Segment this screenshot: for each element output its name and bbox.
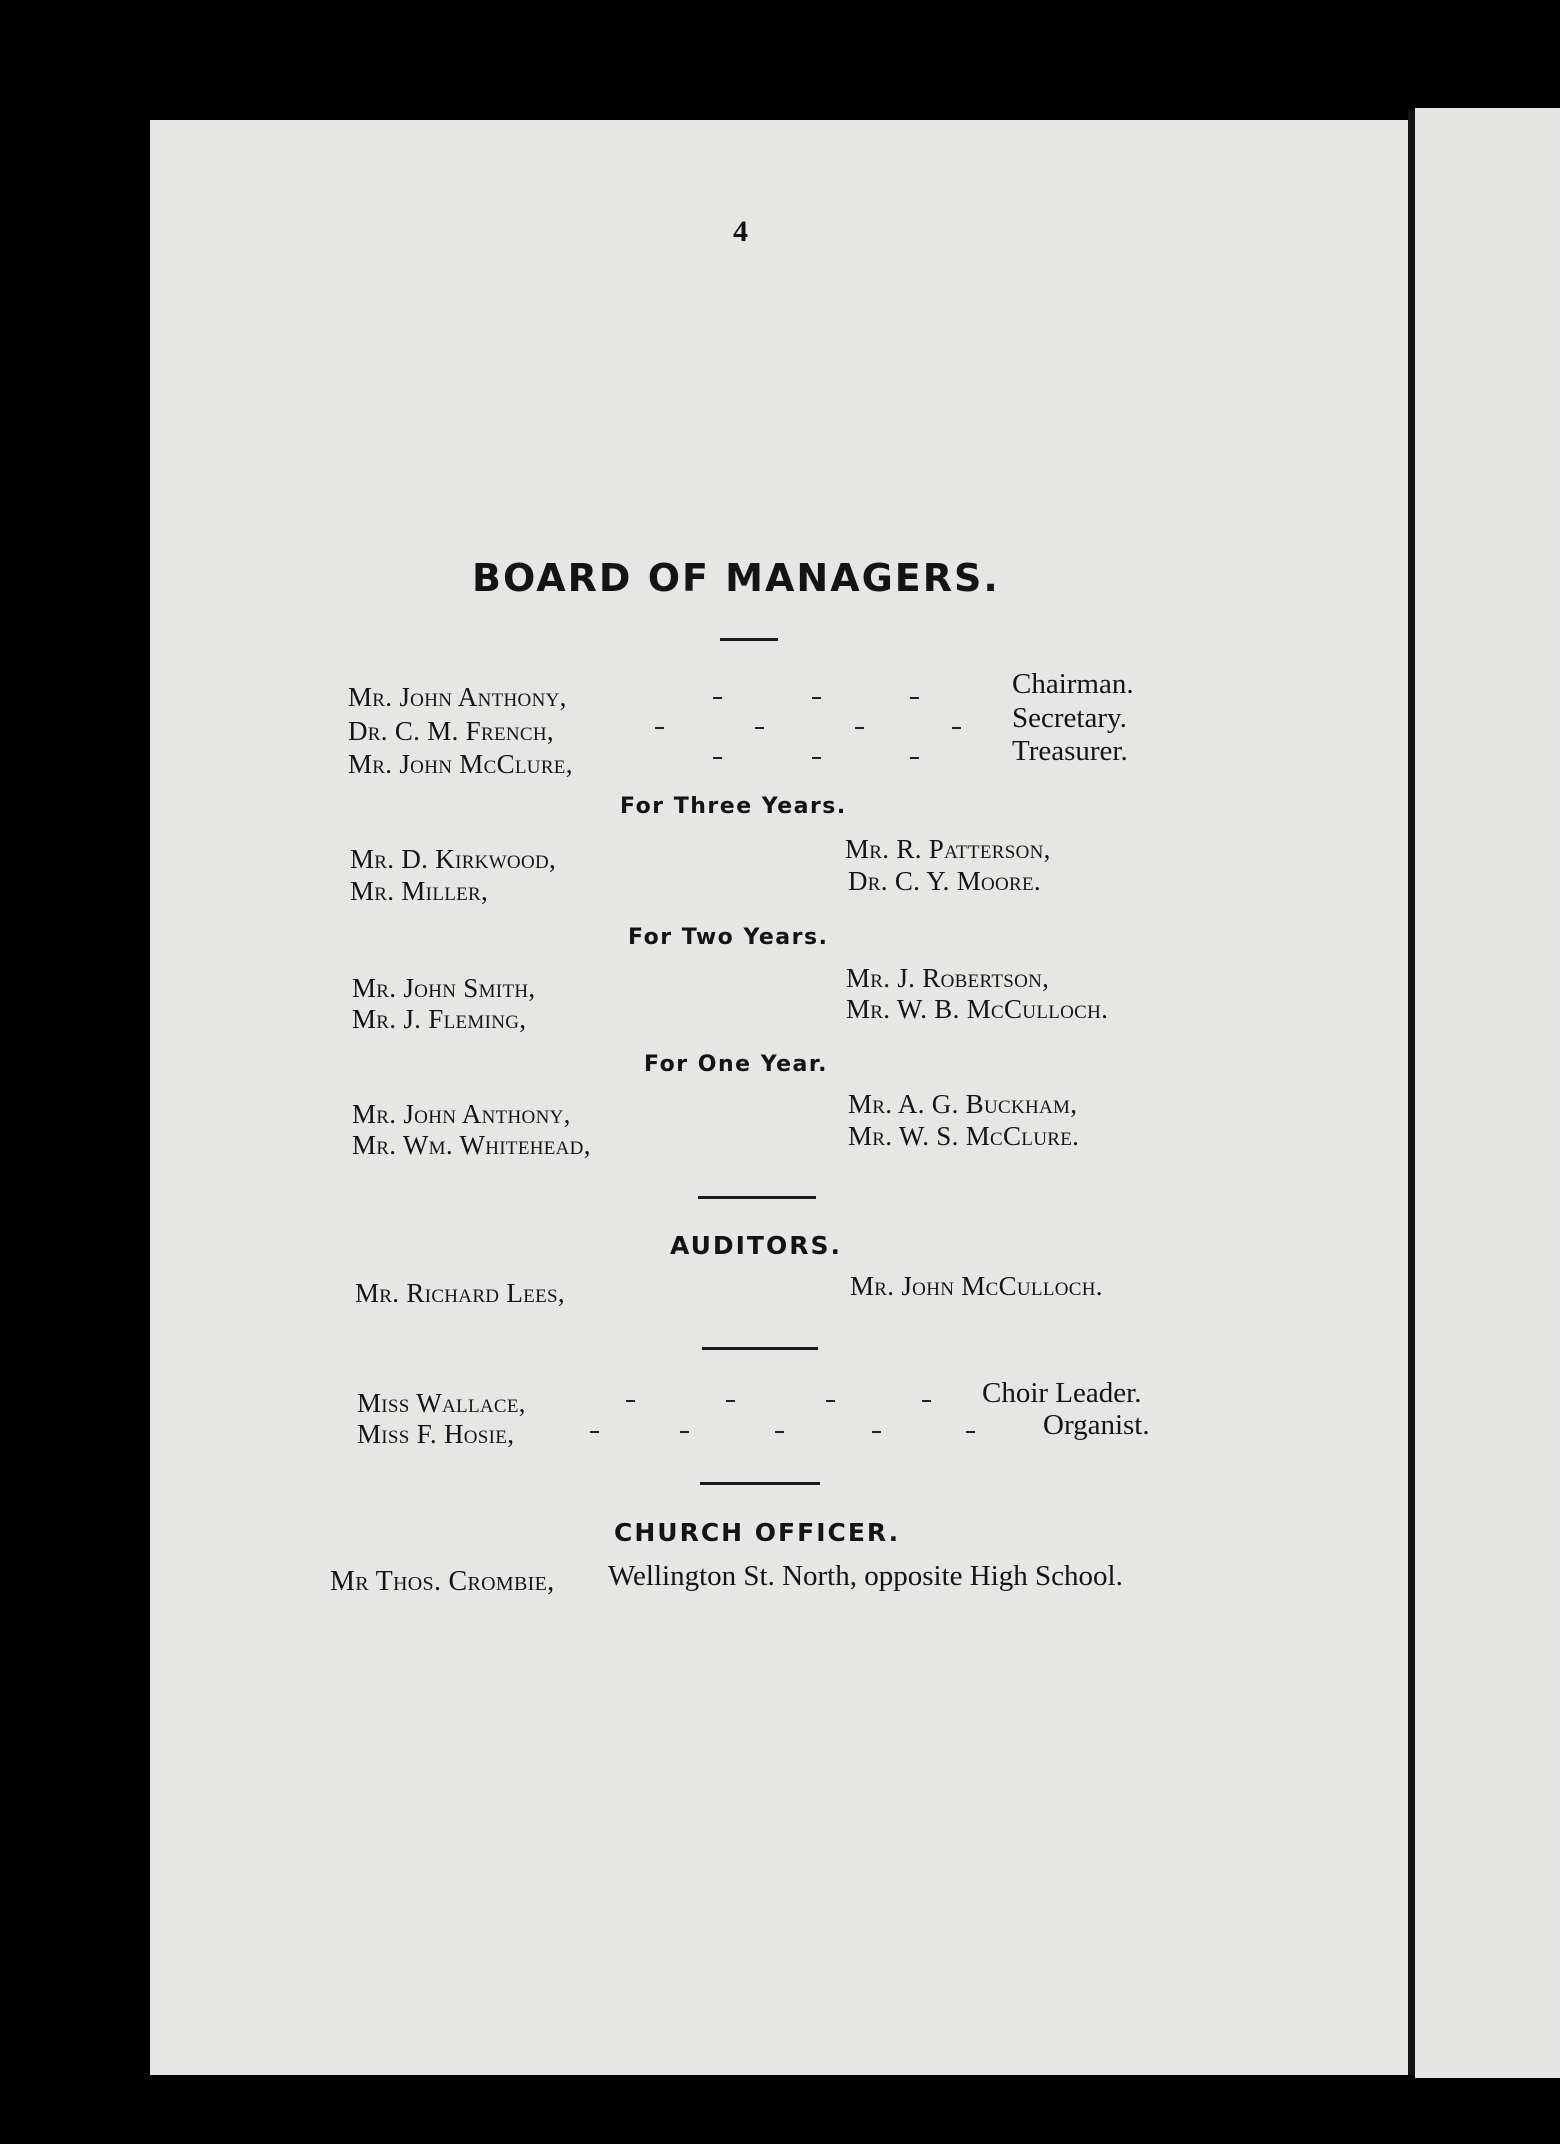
divider-rule xyxy=(698,1196,816,1199)
member-name: Mr. Wm. Whitehead, xyxy=(352,1130,591,1160)
music-role: Organist. xyxy=(1043,1409,1150,1441)
term-heading: For One Year. xyxy=(644,1052,828,1077)
officer-name: Mr. John Anthony, xyxy=(348,682,567,712)
music-name: Miss Wallace, xyxy=(357,1388,526,1418)
leader-dash xyxy=(713,757,722,759)
member-name: Mr. John Anthony, xyxy=(352,1099,571,1129)
officer-role: Treasurer. xyxy=(1012,735,1128,767)
member-name: Mr. J. Robertson, xyxy=(846,963,1050,993)
leader-dash xyxy=(812,697,821,699)
member-name: Mr. W. S. McClure. xyxy=(848,1121,1080,1151)
term-heading: For Two Years. xyxy=(628,925,829,950)
member-name: Mr. D. Kirkwood, xyxy=(350,844,557,874)
binding-edge xyxy=(1408,110,1415,2075)
board-title: BOARD OF MANAGERS. xyxy=(472,556,1000,600)
church-officer-address: Wellington St. North, opposite High School. xyxy=(608,1560,1123,1592)
leader-dash xyxy=(626,1400,635,1402)
member-name: Mr. John Smith, xyxy=(352,973,536,1003)
officer-name: Dr. C. M. French, xyxy=(348,716,554,746)
divider-rule xyxy=(702,1347,818,1350)
leader-dash xyxy=(812,757,821,759)
leader-dash xyxy=(713,697,722,699)
officer-role: Chairman. xyxy=(1012,668,1134,700)
officer-name: Mr. John McClure, xyxy=(348,749,573,779)
church-officer-name: Mr Thos. Crombie, xyxy=(330,1566,555,1597)
leader-dash xyxy=(910,757,919,759)
church-officer-title: CHURCH OFFICER. xyxy=(614,1518,901,1547)
leader-dash xyxy=(726,1400,735,1402)
page-number: 4 xyxy=(733,215,748,248)
member-name: Mr. Miller, xyxy=(350,876,489,906)
leader-dash xyxy=(590,1431,599,1433)
member-name: Mr. A. G. Buckham, xyxy=(848,1089,1078,1119)
leader-dash xyxy=(872,1431,881,1433)
leader-dash xyxy=(680,1431,689,1433)
page-sheet xyxy=(150,120,1410,2075)
divider-rule xyxy=(720,638,778,641)
leader-dash xyxy=(966,1431,975,1433)
member-name: Mr. J. Fleming, xyxy=(352,1004,527,1034)
leader-dash xyxy=(655,727,664,729)
divider-rule xyxy=(700,1482,820,1485)
leader-dash xyxy=(952,727,961,729)
member-name: Mr. R. Patterson, xyxy=(845,834,1051,864)
leader-dash xyxy=(826,1400,835,1402)
facing-page-edge xyxy=(1415,108,1560,2078)
member-name: Mr. W. B. McCulloch. xyxy=(846,994,1109,1024)
member-name: Dr. C. Y. Moore. xyxy=(848,866,1041,896)
leader-dash xyxy=(855,727,864,729)
auditors-title: AUDITORS. xyxy=(670,1231,842,1260)
music-role: Choir Leader. xyxy=(982,1377,1142,1409)
leader-dash xyxy=(775,1431,784,1433)
leader-dash xyxy=(910,697,919,699)
music-name: Miss F. Hosie, xyxy=(357,1419,515,1449)
leader-dash xyxy=(755,727,764,729)
term-heading: For Three Years. xyxy=(620,794,847,819)
officer-role: Secretary. xyxy=(1012,702,1127,734)
auditor-name: Mr. Richard Lees, xyxy=(355,1278,565,1308)
leader-dash xyxy=(922,1400,931,1402)
auditor-name: Mr. John McCulloch. xyxy=(850,1271,1103,1301)
